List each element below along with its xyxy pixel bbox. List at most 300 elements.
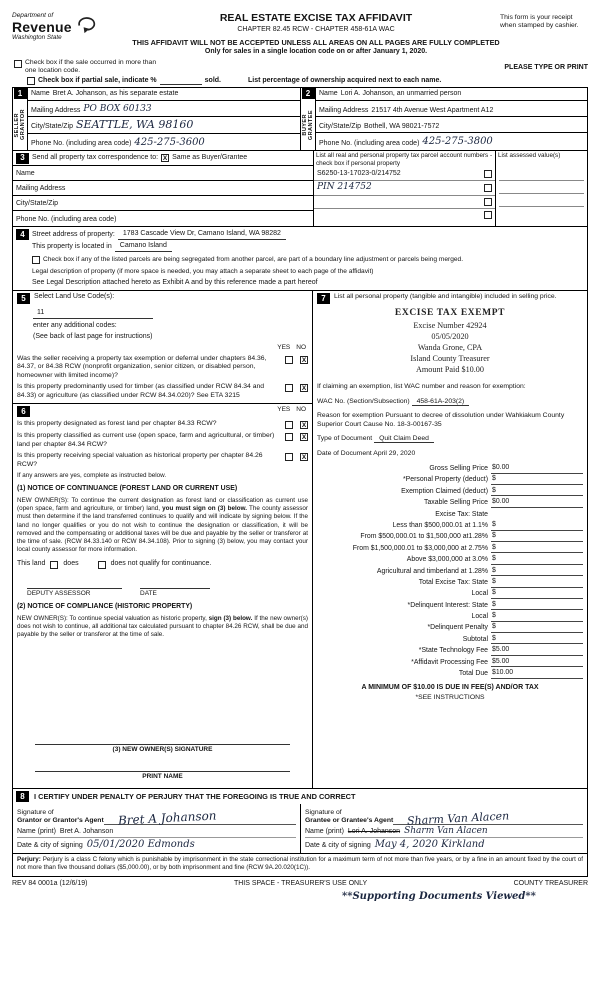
- tax-line-delinquent-interest: [317, 599, 583, 610]
- legal-description-label: Legal description of property (if more space is needed, you may attach a separate sheet to each page of the affidavit): [32, 267, 374, 275]
- notice-continuance-title: (1) NOTICE OF CONTINUANCE (FOREST LAND OR CURRENT USE): [17, 485, 238, 493]
- seller-phone-label: Phone No. (including area code): [31, 140, 132, 148]
- section-4-badge: 4: [16, 229, 29, 240]
- correspondence-city-row: [13, 196, 313, 211]
- parcel-row-4: [314, 209, 495, 222]
- timber-question-boxes: [280, 383, 308, 392]
- chapter-line: CHAPTER 82.45 RCW - CHAPTER 458-61A WAC: [237, 26, 395, 34]
- seller-city-value: SEATTLE, WA 98160: [76, 118, 194, 132]
- does-label: does: [63, 560, 79, 568]
- buyer-role-line1: BUYER: [301, 114, 308, 136]
- parcel-row-2: [314, 181, 495, 195]
- current-use-question-row: [17, 432, 308, 449]
- tax-line-value[interactable]: $: [491, 555, 583, 565]
- ownership-note: List percentage of ownership acquired next to each name.: [248, 76, 442, 84]
- seller-mailing-row: [28, 101, 300, 117]
- tax-line-local-2: [317, 610, 583, 621]
- personal-property-row: [317, 293, 583, 304]
- forest-question-row: [17, 420, 308, 429]
- grantee-signature-value: Sharm Van Alacen: [406, 809, 510, 829]
- notice1-part-a: NEW OWNER(S): To continue the current designation as forest land or classification as current use (open space, farm and agriculture, or timber) land,: [17, 496, 308, 513]
- buyer-city-value: Bothell, WA 98021-7572: [364, 122, 440, 130]
- certification-header: [13, 789, 587, 804]
- perjury-paragraph: [13, 854, 587, 875]
- tax-line-value[interactable]: $: [491, 612, 583, 622]
- segregated-checkbox[interactable]: [32, 256, 40, 264]
- multi-location-row: [12, 59, 588, 76]
- header-center: [132, 12, 500, 57]
- land-use-code-field[interactable]: 11: [33, 309, 153, 319]
- property-section: [13, 227, 587, 291]
- historic-question-row: [17, 452, 308, 469]
- seller-side-strip: [13, 88, 28, 150]
- grantee-date-city-value: May 4, 2020 Kirkland: [374, 838, 485, 850]
- sec6-header-row: [17, 406, 308, 417]
- grantor-signature-of-label: Signature of: [17, 808, 54, 816]
- parcel-3-personal-checkbox[interactable]: [484, 198, 492, 206]
- see-instructions-note: *SEE INSTRUCTIONS: [415, 694, 485, 702]
- tax-line-value[interactable]: $0.00: [491, 464, 583, 474]
- multi-location-label: Check box if the sale occurred in more than one location code.: [25, 58, 157, 75]
- historic-question-boxes: [280, 452, 308, 461]
- forest-question-boxes: [280, 420, 308, 429]
- tax-line-processing-fee: [317, 656, 583, 667]
- see-back-label: (See back of last page for instructions): [33, 332, 153, 340]
- does-qualify-checkbox[interactable]: [50, 561, 58, 569]
- wac-number-row: [317, 398, 583, 406]
- legal-description-value: See Legal Description attached hereto as Exhibit A and by this reference made a part hereof: [32, 279, 318, 287]
- buyer-mailing-value: 21517 4th Avenue West Apartment A12: [371, 106, 494, 114]
- seller-phone-row: [28, 134, 300, 150]
- tax-line-label: *Personal Property (deduct): [402, 476, 488, 484]
- tax-line-value[interactable]: $5.00: [491, 658, 583, 668]
- current-use-question: Is this property classified as current use (open space, farm and agricultural, or timber) land per chapter 84.34 RCW?: [17, 432, 275, 448]
- wac-label: WAC No. (Section/Subsection): [317, 397, 410, 405]
- current-use-no-checkbox[interactable]: X: [301, 434, 307, 442]
- notice2-part-c: If the new owner(s) does not wish to continue, all additional tax calculated pursuant to chapter 84.26 RCW, shall be due and payable by the seller or transferor at the time of sale.: [17, 614, 309, 639]
- tax-line-personal-deduct: [317, 474, 583, 485]
- supporting-documents-note: **Supporting Documents Viewed**: [342, 891, 536, 903]
- sec6-no-label: NO: [296, 406, 306, 414]
- tax-line-value[interactable]: $10.00: [491, 669, 583, 679]
- tax-line-value[interactable]: $: [491, 589, 583, 599]
- timber-yes-checkbox[interactable]: [285, 384, 293, 392]
- exemption-no-checkbox[interactable]: X: [301, 356, 307, 364]
- multi-location-checkbox[interactable]: [14, 60, 22, 68]
- current-use-yes-checkbox[interactable]: [285, 433, 293, 441]
- tax-line-value[interactable]: $: [491, 567, 583, 577]
- stamp-treasurer-name: Wanda Grone, CPA: [417, 343, 483, 353]
- grantee-certification: [300, 804, 587, 853]
- tax-line-subtotal: [317, 633, 583, 644]
- seller-phone-value: 425-275-3600: [134, 136, 205, 148]
- notice2-part-a: NEW OWNER(S): To continue special valuation as historic property,: [17, 614, 209, 622]
- notice-compliance-body: [17, 615, 308, 640]
- document-date-row: [317, 450, 583, 458]
- grantee-signature-row: [305, 805, 583, 829]
- tax-line-label: Total Due: [458, 670, 488, 678]
- tax-line-value[interactable]: $: [491, 635, 583, 645]
- property-located-label: This property is located in: [32, 243, 112, 251]
- document-date-value: April 29, 2020: [373, 449, 416, 457]
- wac-value: 458-61A-203(2): [412, 398, 470, 406]
- seller-role-line2: GRANTOR: [20, 109, 26, 141]
- notice1-bold: you must sign on (3) below.: [162, 505, 247, 513]
- correspondence-name-row: [13, 166, 313, 181]
- excise-tax-stamp: [395, 307, 505, 375]
- document-type-row: [317, 435, 583, 443]
- correspondence-mailing-row: [13, 181, 313, 196]
- seller-role-line1: SELLER: [13, 112, 20, 138]
- stamp-exempt-line: EXCISE TAX EXEMPT: [394, 308, 506, 319]
- parcel-numbers-column: [313, 151, 495, 226]
- deputy-assessor-signature-line[interactable]: [27, 579, 122, 589]
- form-title: REAL ESTATE EXCISE TAX AFFIDAVIT: [219, 12, 413, 24]
- seller-name-value: Bret A. Johanson, as his separate estate: [52, 90, 179, 98]
- tax-line-label: Total Excise Tax: State: [418, 578, 488, 586]
- seller-mailing-label: Mailing Address: [31, 106, 81, 114]
- land-use-header-row: [17, 293, 308, 304]
- tax-line-taxable: [317, 496, 583, 507]
- tax-line-value[interactable]: $: [491, 521, 583, 531]
- minimum-due-note: A MINIMUM OF $10.00 IS DUE IN FEE(S) AND/OR TAX: [361, 683, 539, 691]
- grantor-date-city-value: 05/01/2020 Edmonds: [86, 838, 195, 850]
- tax-line-tier3: [317, 542, 583, 553]
- tax-line-exemption-deduct: [317, 485, 583, 496]
- right-column: [313, 291, 587, 788]
- exemption-claim-label: If claiming an exemption, list WAC number and reason for exemption:: [317, 383, 526, 391]
- sec6-yesno-header: [277, 406, 308, 414]
- grantee-name-print-label: Name (print): [305, 828, 344, 836]
- correspondence-section: [13, 151, 587, 227]
- county-treasurer-label: COUNTY TREASURER: [513, 879, 588, 887]
- tax-line-value[interactable]: $: [491, 475, 583, 485]
- seller-city-row: [28, 117, 300, 134]
- tax-line-label: *State Technology Fee: [418, 647, 488, 655]
- buyer-phone-label: Phone No. (including area code): [319, 139, 420, 147]
- notice-compliance-title: (2) NOTICE OF COMPLIANCE (HISTORIC PROPERTY): [17, 603, 193, 611]
- parcel-1-value: S6250-13-17023-0/214752: [317, 169, 401, 177]
- grantor-date-city-label: Date & city of signing: [17, 842, 83, 850]
- land-use-label: Select Land Use Code(s):: [34, 293, 115, 301]
- seller-role-label: [14, 99, 27, 150]
- footer-row: [12, 880, 588, 889]
- legal-description-value-row: [16, 276, 584, 288]
- document-type-value: Quit Claim Deed: [374, 435, 434, 443]
- grantor-signature-field[interactable]: [104, 808, 296, 828]
- exemption-question: Was the seller receiving a property tax exemption or deferral under chapters 84.36, 84.37, or 84.38 RCW (nonprofit organization, senior citizen, or disabled person, homeowner with limited income)?: [17, 354, 267, 379]
- segregated-row: [16, 252, 584, 264]
- correspondence-phone-label: Phone No. (including area code): [16, 216, 117, 224]
- receipt-note: This form is your receipt when stamped by cashier.: [500, 14, 579, 30]
- notice-continuance-body: [17, 497, 308, 554]
- buyer-city-row: [316, 117, 587, 133]
- buyer-name-row: [316, 88, 587, 101]
- correspondence-fields: [13, 151, 313, 226]
- forest-question: Is this property designated as forest land per chapter 84.33 RCW?: [17, 420, 217, 428]
- assessed-value-field-3[interactable]: [499, 194, 584, 207]
- tax-line-tier4: [317, 553, 583, 564]
- grantor-signature-labels: [17, 809, 104, 825]
- buyer-fields: [316, 88, 587, 150]
- tax-lines: [317, 462, 583, 678]
- deputy-date-caption: DATE: [140, 589, 157, 597]
- send-correspondence-row: [13, 151, 313, 166]
- new-owner-signature-caption: (3) NEW OWNER(S) SIGNATURE: [112, 745, 213, 753]
- revenue-logo: [12, 12, 132, 42]
- buyer-phone-value: 425-275-3800: [422, 135, 493, 147]
- single-location-line: Only for sales in a single location code on or after January 1, 2020.: [204, 47, 428, 55]
- forest-yes-checkbox[interactable]: [285, 421, 293, 429]
- grantor-name-row: [17, 825, 296, 838]
- tax-line-label: Above $3,000,000 at 3.0%: [406, 556, 488, 564]
- grantee-date-city-label: Date & city of signing: [305, 842, 371, 850]
- logo-text: [12, 12, 72, 42]
- historic-question: Is this property receiving special valuation as historical property per chapter 84.26 RCW?: [17, 452, 263, 468]
- timber-no-checkbox[interactable]: X: [301, 385, 307, 393]
- legal-description-row: [16, 264, 584, 276]
- deputy-assessor-row: [27, 579, 308, 598]
- this-land-label: This land: [17, 560, 46, 568]
- grantor-date-city-row: [17, 838, 296, 851]
- buyer-section: [300, 88, 587, 150]
- sec5-yes-label: YES: [277, 343, 291, 351]
- grantee-name-row: [305, 825, 583, 838]
- timber-question-row: [17, 383, 308, 400]
- tax-line-local-1: [317, 588, 583, 599]
- deputy-assessor-caption: DEPUTY ASSESSOR: [27, 589, 91, 597]
- sec5-yesno-header: [17, 344, 308, 352]
- grantee-name-typed-value: Lori A. Johanson: [347, 828, 401, 836]
- section-6-badge: 6: [17, 406, 30, 417]
- tax-line-label: Local: [471, 613, 488, 621]
- certification-statement: I CERTIFY UNDER PENALTY OF PERJURY THAT THE FOREGOING IS TRUE AND CORRECT: [34, 792, 356, 802]
- tax-line-total-due: [317, 667, 583, 678]
- certification-columns: [13, 804, 587, 854]
- grantee-signature-field[interactable]: [393, 809, 583, 829]
- grantee-date-city-row: [305, 838, 583, 851]
- exemption-reason-row: [317, 412, 583, 429]
- parcel-row-3: [314, 196, 495, 209]
- tax-line-delinquent-penalty: [317, 622, 583, 633]
- tax-line-value[interactable]: $: [491, 623, 583, 633]
- land-use-section: [13, 291, 312, 404]
- tax-line-label: Subtotal: [462, 635, 488, 643]
- does-not-label: does not qualify for continuance.: [110, 560, 212, 568]
- grantee-role-label: Grantee or Grantee's Agent: [305, 817, 394, 825]
- tax-line-value[interactable]: $: [491, 601, 583, 611]
- tax-line-value[interactable]: $: [491, 578, 583, 588]
- correspondence-name-label: Name: [16, 170, 35, 178]
- seller-name-label: Name: [31, 90, 50, 98]
- assessed-values-header: List assessed value(s): [498, 152, 561, 160]
- partial-sale-checkbox[interactable]: [27, 77, 35, 85]
- current-use-question-boxes: [280, 432, 308, 441]
- certification-section: [13, 789, 587, 875]
- stamp-excise-number: Excise Number 42924: [413, 321, 487, 331]
- parcel-4-personal-checkbox[interactable]: [484, 211, 492, 219]
- grantee-name-handwritten-value: Sharm Van Alacen: [404, 825, 488, 836]
- property-located-value: Camano Island: [115, 242, 172, 252]
- assessed-values-column: [495, 151, 587, 226]
- buyer-role-label: [302, 99, 315, 150]
- timber-question: Is this property predominantly used for timber (as classified under RCW 84.34 and 84.33) or agriculture (as classified under RCW 84.34.020)? See ETA 3215: [17, 383, 265, 399]
- segregated-label: Check box if any of the listed parcels are being segregated from another parcel, are part of a boundary line adjustment or parcels being merged.: [43, 255, 464, 263]
- correspondence-city-label: City/State/Zip: [16, 200, 59, 208]
- parcel-2-value: PIN 214752: [317, 182, 372, 193]
- grantor-name-print-label: Name (print): [17, 828, 56, 836]
- seller-section: [13, 88, 300, 150]
- tax-line-gross: [317, 462, 583, 473]
- street-address-label: Street address of property:: [32, 231, 115, 239]
- section-5-badge: 5: [17, 293, 30, 304]
- form-header: [12, 12, 588, 57]
- partial-sale-row: [12, 77, 588, 86]
- grantor-name-value: Bret A. Johanson: [59, 828, 114, 836]
- logo-state-line: Washington State: [12, 34, 62, 42]
- stamp-treasurer-office: Island County Treasurer: [410, 354, 490, 364]
- partial-sale-label: Check box if partial sale, indicate %: [38, 76, 157, 84]
- assessed-value-field-2[interactable]: [499, 181, 584, 194]
- tax-line-agricultural: [317, 565, 583, 576]
- parcel-1-personal-checkbox[interactable]: [484, 170, 492, 178]
- rev-number: REV 84 0001a (12/6/19): [12, 879, 88, 887]
- stamp-amount-paid: Amount Paid $10.00: [415, 365, 484, 375]
- document-type-label: Type of Document: [317, 435, 373, 443]
- grantor-role-label: Grantor or Grantor's Agent: [17, 817, 104, 825]
- exemption-yes-checkbox[interactable]: [285, 356, 293, 364]
- parcel-2-personal-checkbox[interactable]: [484, 184, 492, 192]
- tax-line-label: Less than $500,000.01 at 1.1%: [392, 521, 488, 529]
- street-address-value: 1783 Cascade View Dr, Camano Island, WA 98282: [118, 230, 286, 240]
- designation-section: [13, 404, 312, 788]
- parties-section: [13, 88, 587, 151]
- buyer-mailing-label: Mailing Address: [319, 106, 369, 114]
- tax-line-value[interactable]: $5.00: [491, 646, 583, 656]
- notice1-part-c: The county assessor must then determine if the land transferred continues to qualify and will indicate by signing below. If the land no longer qualifies or you do not wish to continue the designation or classification, it will be removed and the compensating or additional taxes will be due and payable by the seller or transferor at the time of sale. (RCW 84.33.140 or RCW 84.34.108). Prior to signing (3) below, you may contact your local county assessor for more information.: [17, 505, 308, 554]
- sec5-no-label: NO: [296, 343, 306, 351]
- historic-no-checkbox[interactable]: X: [301, 454, 307, 462]
- buyer-side-strip: [301, 88, 316, 150]
- forest-no-checkbox[interactable]: X: [301, 422, 307, 430]
- grantor-certification: [13, 804, 300, 853]
- tax-line-value[interactable]: $: [491, 487, 583, 497]
- notice2-bold: sign (3) below.: [208, 614, 253, 622]
- document-date-label: Date of Document: [317, 449, 372, 457]
- section-8-badge: 8: [16, 791, 29, 802]
- send-correspondence-label: Send all property tax correspondence to:: [32, 153, 159, 161]
- new-owner-signature-line[interactable]: [35, 735, 290, 745]
- tax-computation-section: [313, 291, 587, 706]
- left-column: [13, 291, 313, 788]
- tax-line-label: Exemption Claimed (deduct): [401, 487, 488, 495]
- perjury-label: Perjury:: [17, 856, 41, 864]
- same-as-buyer-checkbox[interactable]: X: [162, 155, 168, 163]
- additional-codes-label: enter any additional codes:: [33, 322, 117, 330]
- tax-line-tier1: [317, 519, 583, 530]
- assessed-value-field-4[interactable]: [499, 207, 584, 220]
- please-type-label: PLEASE TYPE OR PRINT: [504, 63, 588, 71]
- tax-line-label: Local: [471, 590, 488, 598]
- buyer-phone-row: [316, 133, 587, 149]
- warning-line: THIS AFFIDAVIT WILL NOT BE ACCEPTED UNLESS ALL AREAS ON ALL PAGES ARE FULLY COMPLETED: [132, 37, 500, 47]
- exemption-reason-value: Pursuant to decree of dissolution under Wahkiakum County Superior Court Cause No. 18-3-00167-35: [317, 412, 565, 428]
- deputy-date-line[interactable]: [140, 579, 210, 589]
- logo-swoosh-icon: [76, 12, 98, 34]
- partial-sale-percent-field[interactable]: [160, 77, 202, 85]
- historic-yes-checkbox[interactable]: [285, 453, 293, 461]
- exemption-question-boxes: [280, 355, 308, 364]
- tax-line-label: *Affidavit Processing Fee: [411, 658, 488, 666]
- sold-label: sold.: [204, 76, 221, 84]
- assessed-value-field-1[interactable]: [499, 168, 584, 181]
- street-address-row: [16, 228, 584, 240]
- exemption-reason-label: Reason for exemption: [317, 412, 384, 420]
- correspondence-phone-row: [13, 211, 313, 226]
- stamp-date: 05/05/2020: [431, 332, 469, 342]
- buyer-city-label: City/State/Zip: [319, 122, 362, 130]
- deputy-assessor-field: [27, 579, 122, 598]
- tax-line-label: *Delinquent Interest: State: [407, 601, 488, 609]
- tax-line-label: From $500,000.01 to $1,500,000 at1.28%: [360, 533, 488, 541]
- tax-line-value[interactable]: $0.00: [491, 498, 583, 508]
- main-columns: [13, 291, 587, 789]
- seller-fields: [28, 88, 300, 150]
- section-2-badge: 2: [302, 88, 315, 99]
- sec6-yes-label: YES: [277, 406, 291, 414]
- parcel-row-1: [314, 168, 495, 181]
- personal-property-label: List all personal property (tangible and intangible) included in selling price.: [334, 293, 557, 301]
- exemption-question-row: [17, 355, 308, 380]
- print-name-line[interactable]: [35, 762, 290, 772]
- form-body: [12, 87, 588, 876]
- grantor-signature-row: [17, 805, 296, 828]
- section-1-badge: 1: [14, 88, 27, 99]
- tax-line-value[interactable]: $: [491, 532, 583, 542]
- property-located-row: [16, 240, 584, 252]
- tax-line-excise-state: [317, 508, 583, 519]
- treasurer-space-label: THIS SPACE - TREASURER'S USE ONLY: [233, 879, 368, 887]
- does-not-qualify-checkbox[interactable]: [98, 561, 106, 569]
- grantor-signature-value: Bret A Johanson: [117, 808, 217, 828]
- buyer-name-value: Lori A. Johanson, an unmarried person: [340, 90, 462, 98]
- buyer-mailing-row: [316, 101, 587, 117]
- logo-revenue-line: Revenue: [12, 19, 72, 36]
- tax-line-label: From $1,500,000.01 to $3,000,000 at 2.75%: [352, 544, 488, 552]
- section-3-badge: 3: [16, 153, 29, 164]
- tax-line-tier2: [317, 531, 583, 542]
- grantee-signature-labels: [305, 809, 393, 825]
- tax-line-label: Agricultural and timberland at 1.28%: [376, 567, 488, 575]
- seller-city-label: City/State/Zip: [31, 123, 74, 131]
- tax-line-value[interactable]: $: [491, 544, 583, 554]
- tax-line-label: Gross Selling Price: [429, 465, 488, 472]
- parcel-numbers-header: List all real and personal property tax parcel account numbers - check box if personal property: [316, 152, 493, 167]
- tax-line-label: *Delinquent Penalty: [427, 624, 488, 632]
- seller-mailing-value: PO BOX 60133: [83, 104, 152, 115]
- deputy-date-field: [140, 579, 210, 598]
- print-name-caption: PRINT NAME: [142, 773, 183, 781]
- tax-line-label: Taxable Selling Price: [424, 499, 488, 507]
- logo-dept-line: Department of: [12, 12, 54, 19]
- buyer-role-line2: GRANTEE: [308, 109, 314, 140]
- new-owner-signature-block: [17, 729, 308, 785]
- correspondence-mailing-label: Mailing Address: [16, 185, 66, 193]
- section-7-badge: 7: [317, 293, 330, 304]
- if-yes-instruction: If any answers are yes, complete as instructed below.: [17, 472, 167, 480]
- perjury-text: Perjury is a class C felony which is punishable by imprisonment in the state correctional institution for a maximum term of not more than five years, or by a fine in an amount fixed by the court of not more than five thousand dollars ($5,000.00), or by both imprisonment and fine (RCW 9A.20.020(1C)).: [17, 856, 584, 872]
- tax-line-label: Excise Tax: State: [435, 510, 488, 518]
